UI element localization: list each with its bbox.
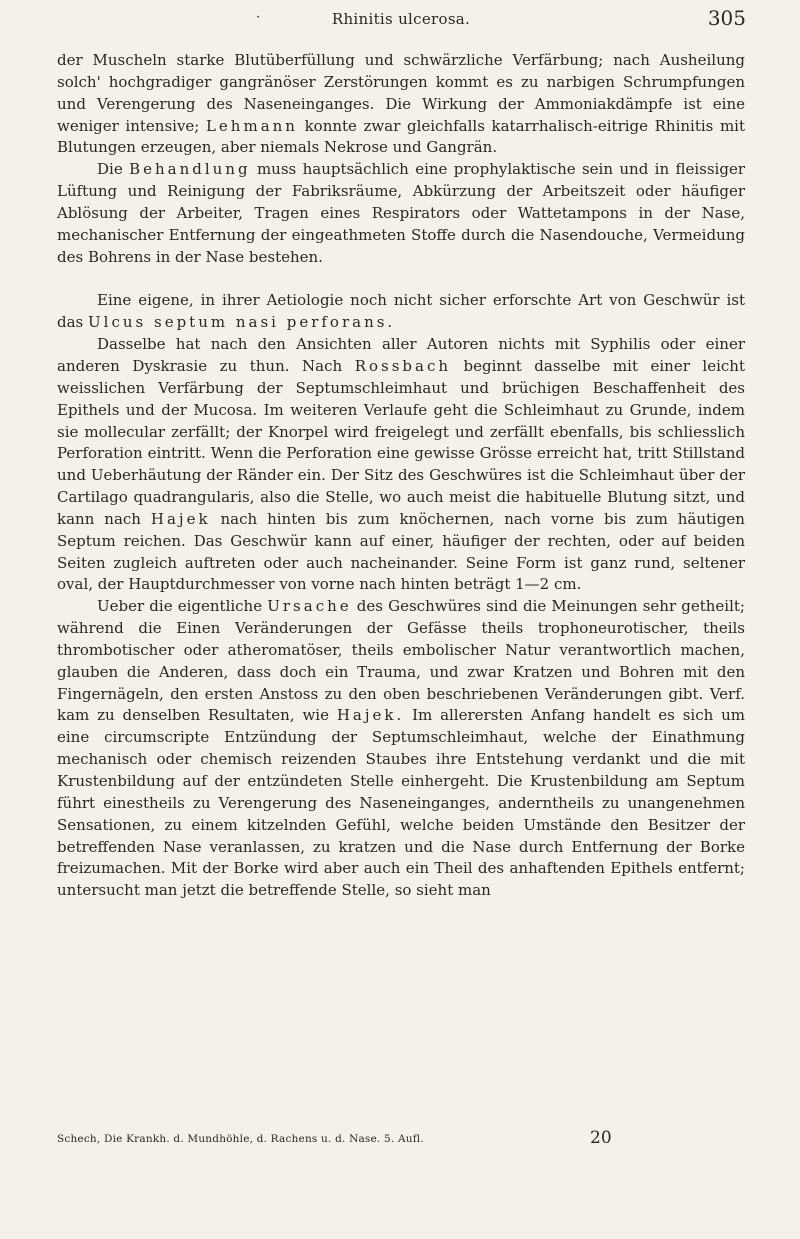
author-name-hajek-2: Hajek. (336, 706, 405, 725)
page-number: 305 (707, 6, 746, 30)
body-text (57, 50, 745, 902)
term-ulcus: Ulcus septum nasi perforans. (88, 313, 396, 332)
footer-citation: Schech, Die Krankh. d. Mundhöhle, d. Rachens u. d. Nase. 5. Aufl. (57, 1133, 424, 1145)
paragraph-5: Ueber die eigentliche Ursache des Geschwüres sind die Meinungen sehr getheilt; während die Einen Veränderungen der Gefässe theils trophoneurotischer, theils thrombotischer oder atheromatöser, theils embolischer Natur verantwortlich machen, glauben die Anderen, dass doch ein Trauma, und zwar Kratzen und Bohren mit den Fingernägeln, den ersten Anstoss zu den oben beschriebenen Veränderungen gibt. Verf. kam zu denselben Resultaten, wie Hajek. Im allerersten Anfang handelt es sich um eine circumscripte Entzündung der Septumschleimhaut, welche der Einathmung mechanisch oder chemisch reizenden Staubes ihre Entstehung verdankt und die mit Krustenbildung auf der entzündeten Stelle einhergeht. Die Krustenbildung am Septum führt einestheils zu Verengerung des Naseneinganges, anderntheils zu unangenehmen Sensationen, zu einem kitzelnden Gefühl, welche beiden Umstände den Besitzer der betreffenden Nase veranlassen, zu kratzen und die Nase durch Entfernung der Borke freizumachen. Mit der Borke wird aber auch ein Theil des anhaftenden Epithels entfernt; untersucht man jetzt die betreffende Stelle, so sieht man (57, 597, 745, 900)
running-head (56, 6, 746, 34)
paragraph-3: Eine eigene, in ihrer Aetiologie noch nicht sicher erforschte Art von Geschwür ist das Ulcus septum nasi perforans. (57, 291, 745, 332)
term-ursache: Ursache (267, 597, 352, 616)
running-title: Rhinitis ulcerosa. (331, 10, 471, 28)
header-mark: · (256, 10, 261, 25)
author-name-rossbach: Rossbach (354, 356, 452, 375)
page-footer (57, 1128, 745, 1154)
signature-mark: 20 (590, 1128, 612, 1148)
section-gap (57, 268, 745, 290)
paragraph-4: Dasselbe hat nach den Ansichten aller Autoren nichts mit Syphilis oder einer anderen Dyskrasie zu thun. Nach Rossbach beginnt dasselbe mit einer leicht weisslichen Verfärbung der Septumschleimhaut und brüchigen Beschaffenheit des Epithels und der Mucosa. Im weiteren Verlaufe geht die Schleimhaut zu Grunde, indem sie mollecular zerfällt; der Knorpel wird freigelegt und zerfällt ebenfalls, bis schliesslich Perforation eintritt. Wenn die Perforation eine gewisse Grösse erreicht hat, tritt Stillstand und Ueberhäutung der Ränder ein. Der Sitz des Geschwüres ist die Schleimhaut über der Cartilago quadrangularis, also die Stelle, wo auch meist die habituelle Blutung sitzt, und kann nach Hajek nach hinten bis zum knöchernen, nach vorne bis zum häutigen Septum reichen. Das Geschwür kann auf einer, häufiger der rechten, oder auf beiden Seiten zugleich auftreten oder auch nacheinander. Seine Form ist ganz rund, seltener oval, der Hauptdurchmesser von vorne nach hinten beträgt 1—2 cm. (57, 335, 745, 594)
author-name-lehmann: Lehmann (205, 116, 298, 135)
footer-author: Schech, (57, 1133, 101, 1145)
term-behandlung: Behandlung (129, 160, 251, 179)
author-name-hajek: Hajek (150, 509, 211, 528)
paragraph-2: Die Behandlung muss hauptsächlich eine prophylaktische sein und in fleissiger Lüftung und Reinigung der Fabriksräume, Abkürzung der Arbeitszeit oder häufiger Ablösung der Arbeiter, Tragen eines Respirators oder Wattetampons in der Nase, mechanischer Entfernung der eingeathmeten Stoffe durch die Nasendouche, Vermeidung des Bohrens in der Nase bestehen. (57, 160, 745, 266)
paragraph-1: der Muscheln starke Blutüberfüllung und schwärzliche Verfärbung; nach Ausheilung solch' hochgradiger gangränöser Zerstörungen kommt es zu narbigen Schrumpfungen und Verengerung des Naseneinganges. Die Wirkung der Ammoniakdämpfe ist eine weniger intensive; Lehmann konnte zwar gleichfalls katarrhalisch-eitrige Rhinitis mit Blutungen erzeugen, aber niemals Nekrose und Gangrän. (57, 51, 746, 157)
